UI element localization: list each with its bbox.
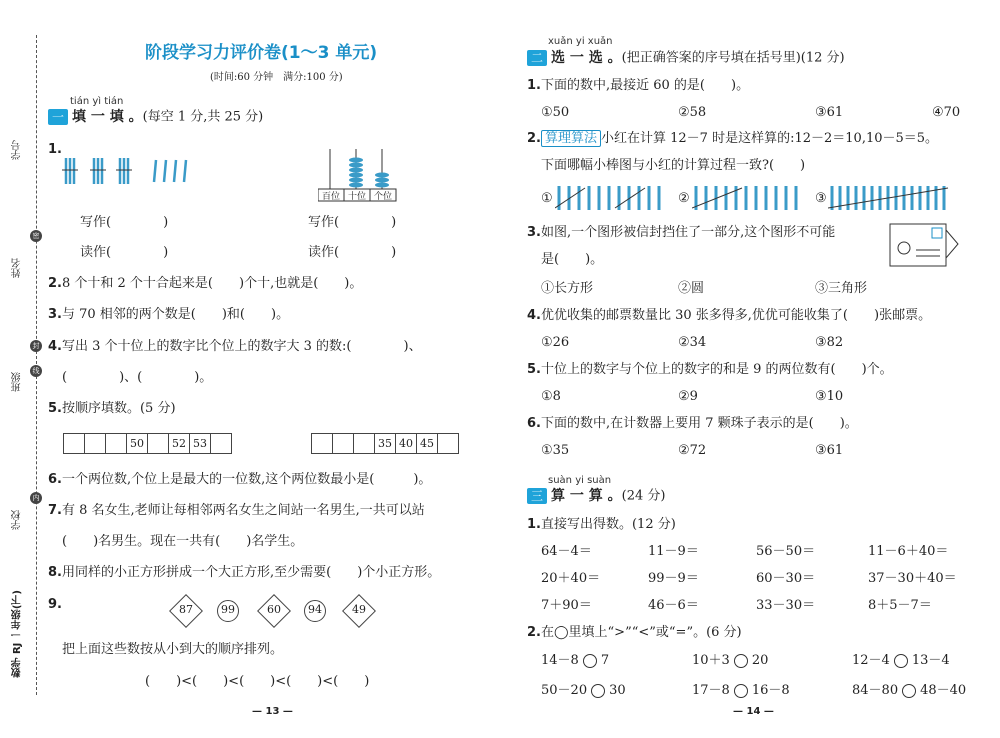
section-1-note: (每空 1 分,共 25 分) — [142, 109, 264, 125]
sec2-pinyin: xuǎn yi xuǎn — [548, 36, 613, 47]
compare-circle[interactable] — [583, 654, 597, 668]
c1-opt[interactable]: ②58 — [678, 105, 707, 120]
c3-text: 如图,一个图形被信封挡住了一部分,这个图形不可能 — [540, 225, 836, 240]
number-box: 52 — [168, 433, 190, 454]
q1-read-left: 读作( ) — [80, 245, 169, 260]
compare-item — [692, 682, 790, 700]
number-box[interactable] — [147, 433, 169, 454]
c2-tag: 算理算法 — [541, 130, 601, 147]
c2 — [527, 130, 938, 148]
c1-opt[interactable]: ④70 — [932, 105, 961, 120]
calc-item: 11－9＝ — [648, 544, 699, 559]
q5-number-row-2 — [312, 433, 459, 454]
c5-opt[interactable]: ②9 — [678, 389, 698, 404]
name-label: 姓名 — [12, 258, 23, 278]
circle-number: 94 — [308, 603, 322, 616]
c3-opt[interactable]: ③三角形 — [815, 281, 868, 296]
compare-item — [541, 682, 626, 700]
c4-opt[interactable]: ②34 — [678, 335, 707, 350]
section-3-title: 算 一 算 。 — [551, 488, 622, 504]
stick-picture-1 — [555, 182, 675, 214]
number-box[interactable] — [332, 433, 354, 454]
d1-number: 1. — [527, 517, 541, 532]
calc-item: 56－50＝ — [756, 544, 816, 559]
section-3-icon: 三 — [527, 488, 547, 504]
stick-bundles-image — [60, 150, 200, 190]
q5 — [48, 400, 176, 418]
stick-picture-2 — [692, 182, 807, 214]
c2-opt[interactable]: ② — [678, 191, 690, 206]
c2-number: 2. — [527, 131, 541, 146]
number-box: 35 — [374, 433, 396, 454]
c2-opt[interactable]: ③ — [815, 191, 827, 206]
section-3-note: (24 分) — [621, 488, 666, 504]
abacus-label: 个位 — [373, 192, 392, 202]
q3-number: 3. — [48, 307, 62, 322]
section-1-header — [48, 108, 263, 127]
q8-number: 8. — [48, 565, 62, 580]
compare-item — [692, 652, 768, 670]
compare-left: 10＋3 — [692, 653, 730, 668]
seal-circle: 内 — [30, 492, 42, 504]
number-box[interactable] — [311, 433, 333, 454]
page-number-right: — 14 — — [733, 706, 774, 717]
c6-number: 6. — [527, 416, 541, 431]
q8 — [48, 564, 440, 582]
compare-left: 12－4 — [852, 653, 890, 668]
c6-text: 下面的数中,在计数器上要用 7 颗珠子表示的是( )。 — [540, 416, 858, 431]
compare-right: 48－40 — [920, 683, 967, 698]
compare-right: 20 — [751, 653, 769, 668]
section-1-icon: 一 — [48, 109, 68, 125]
q7-text: 有 8 名女生,老师让每相邻两名女生之间站一名男生,一共可以站 — [61, 503, 425, 518]
q4-number: 4. — [48, 339, 62, 354]
c5-number: 5. — [527, 362, 541, 377]
circle-number: 99 — [221, 603, 235, 616]
q4 — [48, 338, 422, 356]
compare-right: 13－4 — [911, 653, 950, 668]
number-box[interactable] — [105, 433, 127, 454]
c1-opt[interactable]: ①50 — [541, 105, 570, 120]
compare-circle[interactable] — [902, 684, 916, 698]
q4-text: 写出 3 个十位上的数字比个位上的数字大 3 的数:( )、 — [61, 339, 422, 354]
compare-left: 14－8 — [541, 653, 579, 668]
number-box[interactable] — [210, 433, 232, 454]
c2-opt[interactable]: ① — [541, 191, 553, 206]
c6 — [527, 415, 858, 433]
calc-item: 11－6＋40＝ — [868, 544, 949, 559]
c5 — [527, 361, 893, 379]
c1-text: 下面的数中,最接近 60 的是( )。 — [540, 78, 750, 93]
q5-text: 按顺序填数。(5 分) — [61, 401, 176, 416]
c4 — [527, 307, 931, 325]
q8-text: 用同样的小正方形拼成一个大正方形,至少需要( )个小正方形。 — [61, 565, 441, 580]
school-label: 学校 — [12, 510, 23, 530]
q2-number: 2. — [48, 276, 62, 291]
abacus-labels — [318, 189, 396, 202]
abacus-label: 百位 — [321, 192, 340, 202]
c4-opt[interactable]: ①26 — [541, 335, 570, 350]
seal-circle: 封 — [30, 340, 42, 352]
seal-circle: 密 — [30, 230, 42, 242]
compare-circle[interactable] — [734, 654, 748, 668]
page-subtitle: (时间:60 分钟 满分:100 分) — [210, 72, 343, 83]
abacus-label: 十位 — [347, 192, 366, 202]
q3 — [48, 306, 289, 324]
d2 — [527, 624, 742, 642]
calc-item: 64－4＝ — [541, 544, 592, 559]
section-2-note: (把正确答案的序号填在括号里)(12 分) — [621, 50, 845, 66]
number-box[interactable] — [353, 433, 375, 454]
number-box: 50 — [126, 433, 148, 454]
q7-text-2: ( )名男生。现在一共有( )名学生。 — [62, 534, 304, 549]
diamond-number: 60 — [267, 603, 281, 616]
c2-text-2: 下面哪幅小棒图与小红的计算过程一致?( ) — [541, 158, 806, 173]
compare-left: 50－20 — [541, 683, 588, 698]
q9-text: 把上面这些数按从小到大的顺序排列。 — [62, 642, 284, 657]
compare-right: 7 — [600, 653, 610, 668]
envelope-image — [888, 222, 960, 268]
c4-text: 优优收集的邮票数量比 30 张多得多,优优可能收集了( )张邮票。 — [540, 308, 932, 323]
d2-text: 在◯里填上“>”“<”或“=”。(6 分) — [540, 625, 742, 640]
class-label: 班级 — [12, 372, 23, 392]
section-3-header — [527, 487, 665, 506]
c2-text: 小红在计算 12－7 时是这样算的:12－2＝10,10－5＝5。 — [601, 131, 939, 146]
calc-item: 99－9＝ — [648, 571, 699, 586]
c3-number: 3. — [527, 225, 541, 240]
binding-sidebar — [0, 0, 42, 738]
section-2-title: 选 一 选 。 — [551, 50, 622, 66]
calc-item: 20＋40＝ — [541, 571, 601, 586]
section-1-title: 填 一 填 。 — [72, 109, 143, 125]
compare-circle[interactable] — [591, 684, 605, 698]
compare-circle[interactable] — [734, 684, 748, 698]
c6-opt[interactable]: ②72 — [678, 443, 707, 458]
q7 — [48, 502, 425, 520]
diamond-number: 87 — [179, 603, 193, 616]
calc-item: 60－30＝ — [756, 571, 816, 586]
q3-text: 与 70 相邻的两个数是( )和( )。 — [61, 307, 290, 322]
q2-text: 8 个十和 2 个十合起来是( )个十,也就是( )。 — [61, 276, 363, 291]
c5-opt[interactable]: ①8 — [541, 389, 561, 404]
calc-item: 8＋5－7＝ — [868, 598, 932, 613]
calc-item: 37－30＋40＝ — [868, 571, 957, 586]
q7-number: 7. — [48, 503, 62, 518]
c4-number: 4. — [527, 308, 541, 323]
q6 — [48, 471, 431, 489]
c3-text-2: 是( )。 — [541, 252, 604, 267]
number-box[interactable] — [63, 433, 85, 454]
c4-opt[interactable]: ③82 — [815, 335, 844, 350]
compare-item — [852, 682, 966, 700]
d2-number: 2. — [527, 625, 541, 640]
q1-read-right: 读作( ) — [308, 245, 397, 260]
q9-order-blanks: ( )<( )<( )<( )<( ) — [145, 674, 370, 689]
number-box: 40 — [395, 433, 417, 454]
number-box: 53 — [189, 433, 211, 454]
compare-left: 84－80 — [852, 683, 899, 698]
q4-text-2: ( )、( )。 — [62, 370, 213, 385]
q5-number-row-1 — [64, 433, 232, 454]
sec1-pinyin: tián yì tián — [70, 96, 124, 107]
q1-number: 1. — [48, 142, 62, 157]
c1-number: 1. — [527, 78, 541, 93]
compare-item — [541, 652, 609, 670]
c1 — [527, 77, 749, 95]
c3-opt[interactable]: ②圆 — [678, 281, 705, 296]
c5-text: 十位上的数字与个位上的数字的和是 9 的两位数有( )个。 — [540, 362, 893, 377]
book-label: 数学 RJ 一年级(下) — [12, 590, 23, 678]
page-number-left: — 13 — — [252, 706, 293, 717]
compare-right: 30 — [609, 683, 626, 698]
q5-number: 5. — [48, 401, 62, 416]
number-box[interactable] — [84, 433, 106, 454]
calc-item: 33－30＝ — [756, 598, 816, 613]
compare-right: 16－8 — [751, 683, 790, 698]
number-box: 45 — [416, 433, 438, 454]
d1 — [527, 516, 676, 534]
q1-write-left: 写作( ) — [80, 215, 169, 230]
student-id-label: 学号 — [12, 140, 23, 160]
c3-opt[interactable]: ①长方形 — [541, 281, 594, 296]
q2 — [48, 275, 362, 293]
seal-circle: 线 — [30, 365, 42, 377]
c6-opt[interactable]: ①35 — [541, 443, 570, 458]
c1-opt[interactable]: ③61 — [815, 105, 844, 120]
q6-text: 一个两位数,个位上是最大的一位数,这个两位数最小是( )。 — [61, 472, 432, 487]
calc-item: 46－6＝ — [648, 598, 699, 613]
section-2-icon: 二 — [527, 50, 547, 66]
section-2-header — [527, 49, 845, 68]
c3 — [527, 224, 835, 242]
c6-opt[interactable]: ③61 — [815, 443, 844, 458]
compare-left: 17－8 — [692, 683, 730, 698]
c5-opt[interactable]: ③10 — [815, 389, 844, 404]
compare-item — [852, 652, 950, 670]
sec3-pinyin: suàn yi suàn — [548, 475, 612, 486]
calc-item: 7＋90＝ — [541, 598, 592, 613]
stick-picture-3 — [828, 182, 953, 214]
q9-number: 9. — [48, 597, 62, 612]
compare-circle[interactable] — [894, 654, 908, 668]
q6-number: 6. — [48, 472, 62, 487]
d1-text: 直接写出得数。(12 分) — [540, 517, 676, 532]
q1-write-right: 写作( ) — [308, 215, 397, 230]
diamond-number: 49 — [352, 603, 366, 616]
page-title: 阶段学习力评价卷(1～3 单元) — [145, 43, 378, 63]
number-box[interactable] — [437, 433, 459, 454]
